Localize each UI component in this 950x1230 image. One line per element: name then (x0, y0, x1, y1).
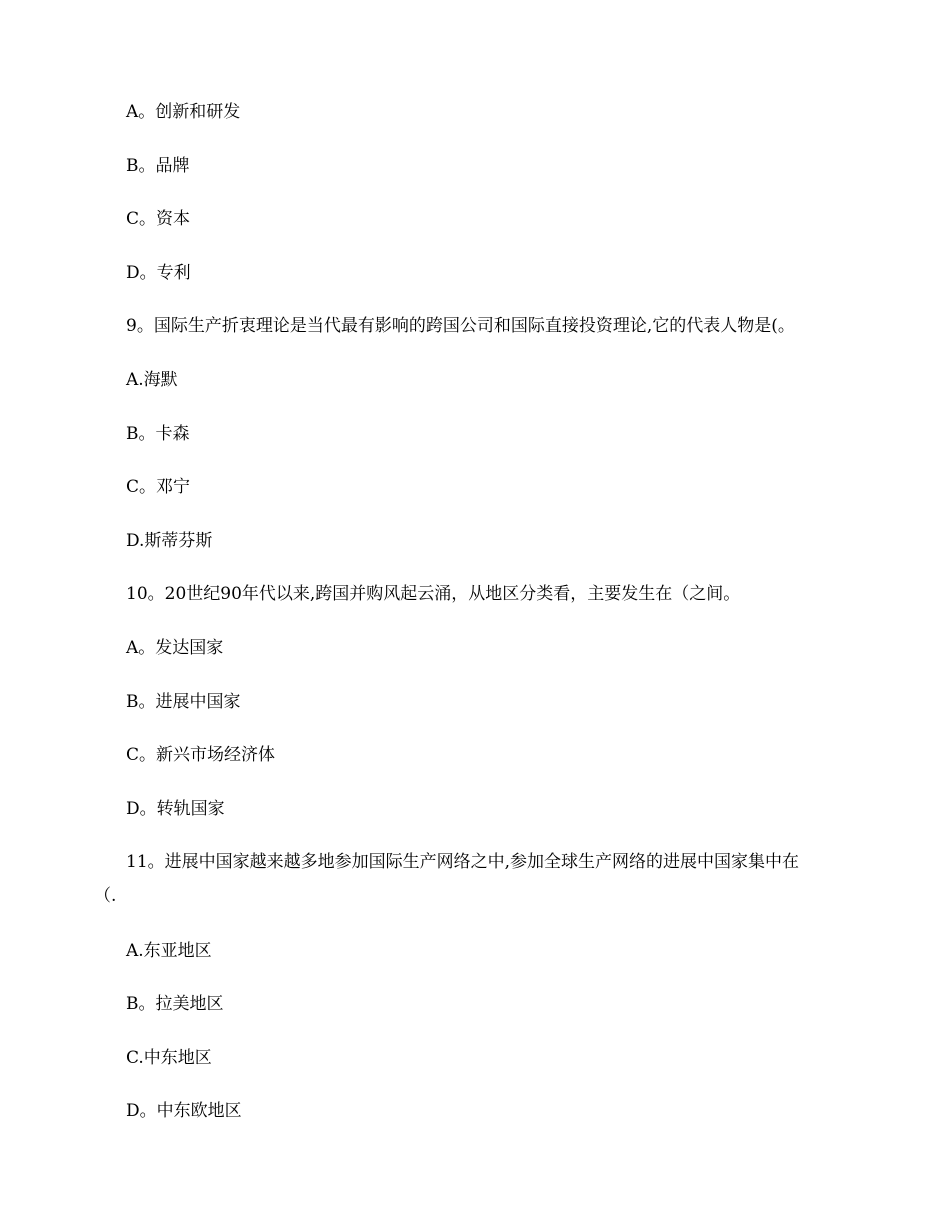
q11-option-c: C.中东地区 (126, 1048, 212, 1068)
q10-option-c: C。新兴市场经济体 (126, 745, 276, 765)
q8-option-c: C。资本 (126, 209, 191, 229)
q8-option-a: A。创新和研发 (126, 102, 241, 122)
q10-option-d: D。转轨国家 (126, 799, 225, 819)
q9-option-d: D.斯蒂芬斯 (126, 531, 213, 551)
q10-option-b: B。进展中国家 (126, 692, 241, 712)
q9-stem: 9。国际生产折衷理论是当代最有影响的跨国公司和国际直接投资理论,它的代表人物是(。 (126, 316, 795, 336)
q9-option-c: C。邓宁 (126, 477, 191, 497)
q9-option-a: A.海默 (126, 370, 178, 390)
q9-option-b: B。卡森 (126, 424, 190, 444)
q11-option-d: D。中东欧地区 (126, 1101, 242, 1121)
q11-option-a: A.东亚地区 (126, 941, 212, 961)
q11-stem-line2: （. (94, 886, 117, 906)
q11-stem-line1: 11。进展中国家越来越多地参加国际生产网络之中,参加全球生产网络的进展中国家集中在 (126, 852, 800, 872)
q11-option-b: B。拉美地区 (126, 994, 224, 1014)
q10-option-a: A。发达国家 (126, 638, 224, 658)
q10-stem: 10。20世纪90年代以来,跨国并购风起云涌，从地区分类看，主要发生在（之间。 (126, 584, 741, 604)
q8-option-d: D。专利 (126, 263, 191, 283)
q8-option-b: B。品牌 (126, 156, 190, 176)
